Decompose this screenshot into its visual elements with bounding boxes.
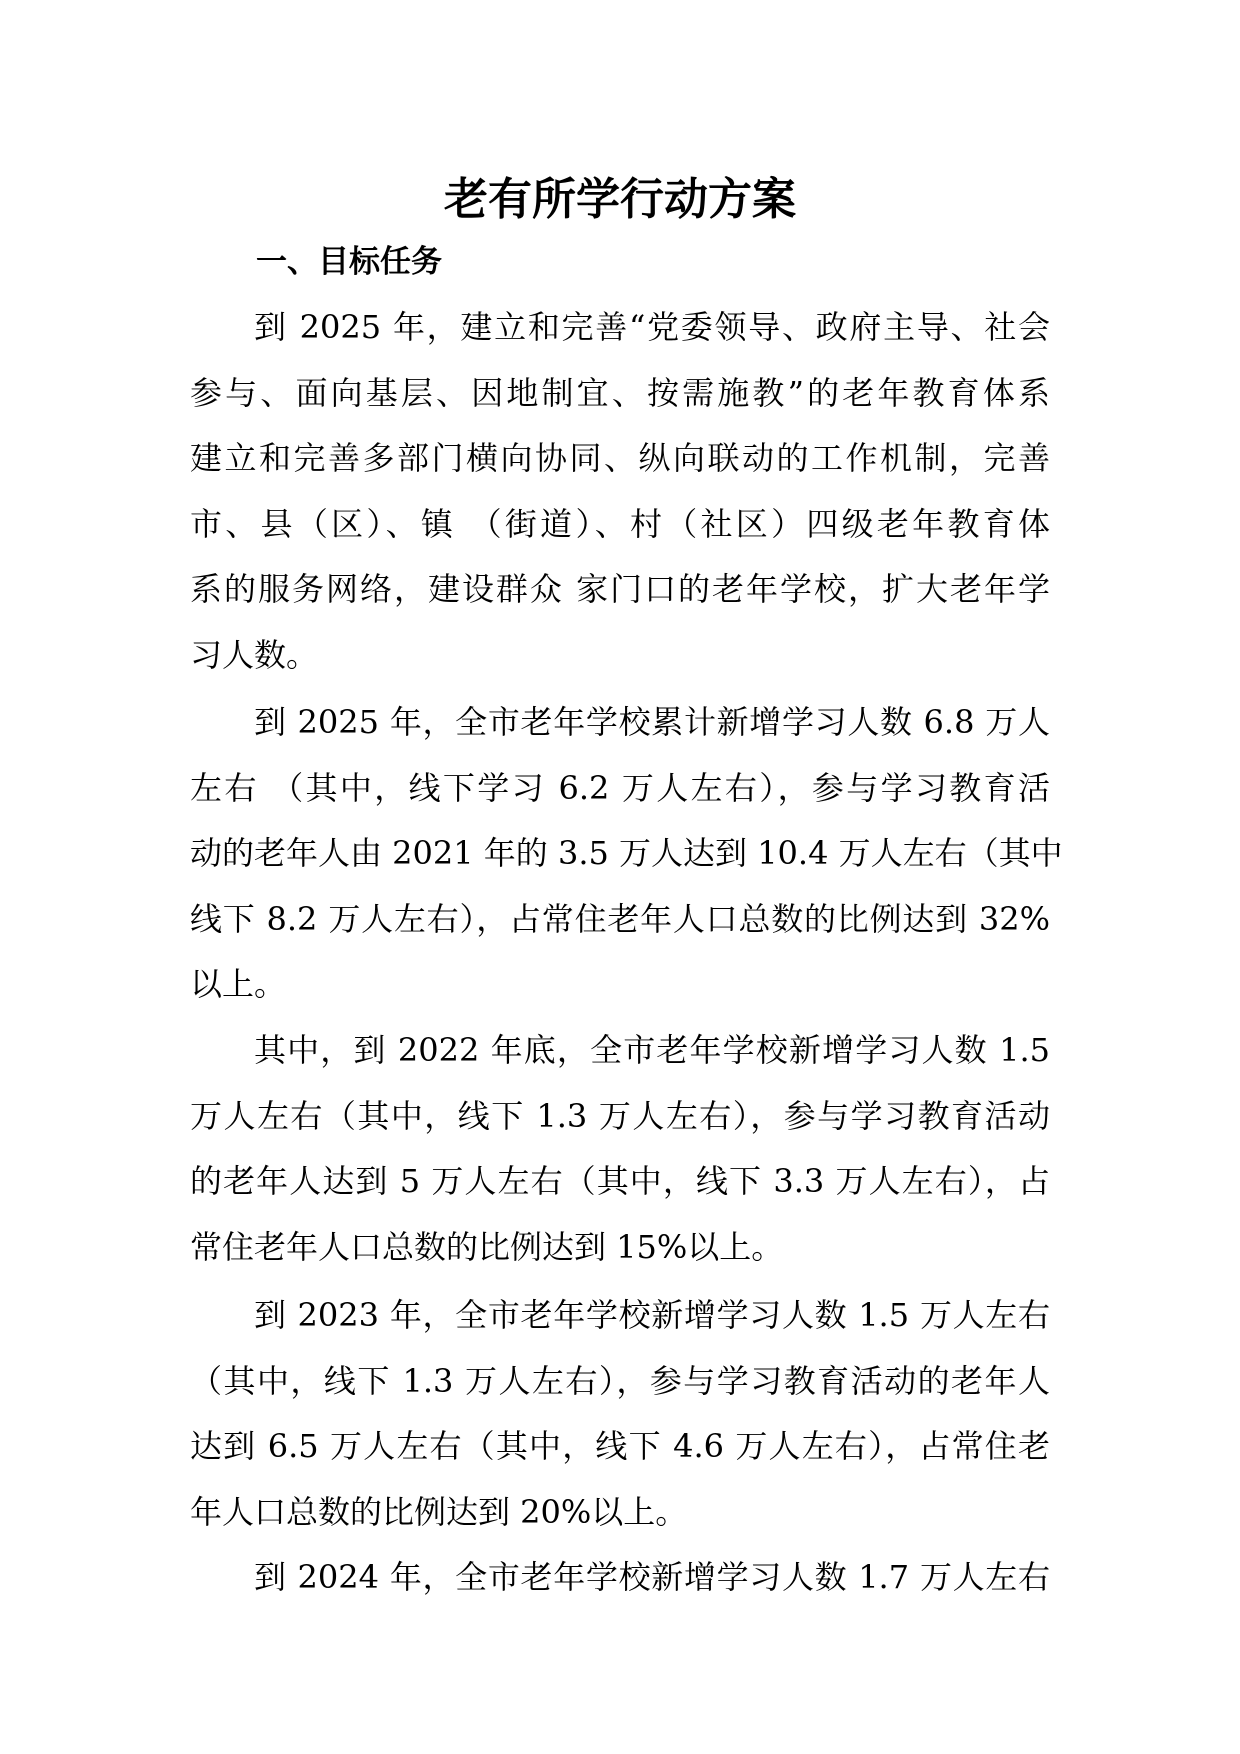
paragraph-line: （其中，线下 1.3 万人左右），参与学习教育活动的老年人 <box>190 1361 1050 1400</box>
paragraph-line: 系的服务网络，建设群众 家门口的老年学校，扩大老年学 <box>190 570 1050 608</box>
paragraph-1 <box>190 295 1050 688</box>
document-title: 老有所学行动方案 <box>444 174 796 225</box>
paragraph-5 <box>190 1545 1050 1611</box>
paragraph-line: 左右 （其中，线下学习 6.2 万人左右），参与学习教育活 <box>190 768 1050 807</box>
paragraph-line: 到 2023 年，全市老年学校新增学习人数 1.5 万人左右 <box>254 1296 1050 1334</box>
paragraph-line: 万人左右（其中，线下 1.3 万人左右），参与学习教育活动 <box>190 1096 1050 1135</box>
paragraph-line: 线下 8.2 万人左右），占常住老年人口总数的比例达到 32% <box>190 899 1050 938</box>
paragraph-line: 到 2025 年，全市老年学校累计新增学习人数 6.8 万人 <box>254 703 1050 741</box>
paragraph-line: 习人数。 <box>190 635 319 674</box>
paragraph-line: 到 2024 年，全市老年学校新增学习人数 1.7 万人左右 <box>254 1558 1050 1596</box>
paragraph-line: 年人口总数的比例达到 20%以上。 <box>190 1492 688 1531</box>
paragraph-line: 到 2025 年，建立和完善“党委领导、政府主导、社会 <box>254 308 1050 346</box>
paragraph-line: 市、县（区）、镇 （街道）、村（社区）四级老年教育体 <box>190 504 1050 543</box>
paragraph-line: 达到 6.5 万人左右（其中，线下 4.6 万人左右），占常住老 <box>190 1427 1050 1465</box>
section-heading: 一、目标任务 <box>256 244 442 280</box>
paragraph-3 <box>190 1018 1050 1280</box>
paragraph-2 <box>190 690 1063 1018</box>
paragraph-line: 其中，到 2022 年底，全市老年学校新增学习人数 1.5 <box>254 1031 1050 1069</box>
paragraph-line: 动的老年人由 2021 年的 3.5 万人达到 10.4 万人左右（其中 <box>190 834 1063 872</box>
paragraph-line: 以上。 <box>190 965 287 1003</box>
paragraph-line: 常住老年人口总数的比例达到 15%以上。 <box>190 1227 784 1266</box>
paragraph-line: 建立和完善多部门横向协同、纵向联动的工作机制，完善 <box>190 439 1050 477</box>
paragraph-line: 的老年人达到 5 万人左右（其中，线下 3.3 万人左右），占 <box>190 1162 1050 1200</box>
paragraph-line: 参与、面向基层、因地制宜、按需施教”的老年教育体系 <box>190 373 1050 412</box>
paragraph-4 <box>190 1283 1050 1545</box>
